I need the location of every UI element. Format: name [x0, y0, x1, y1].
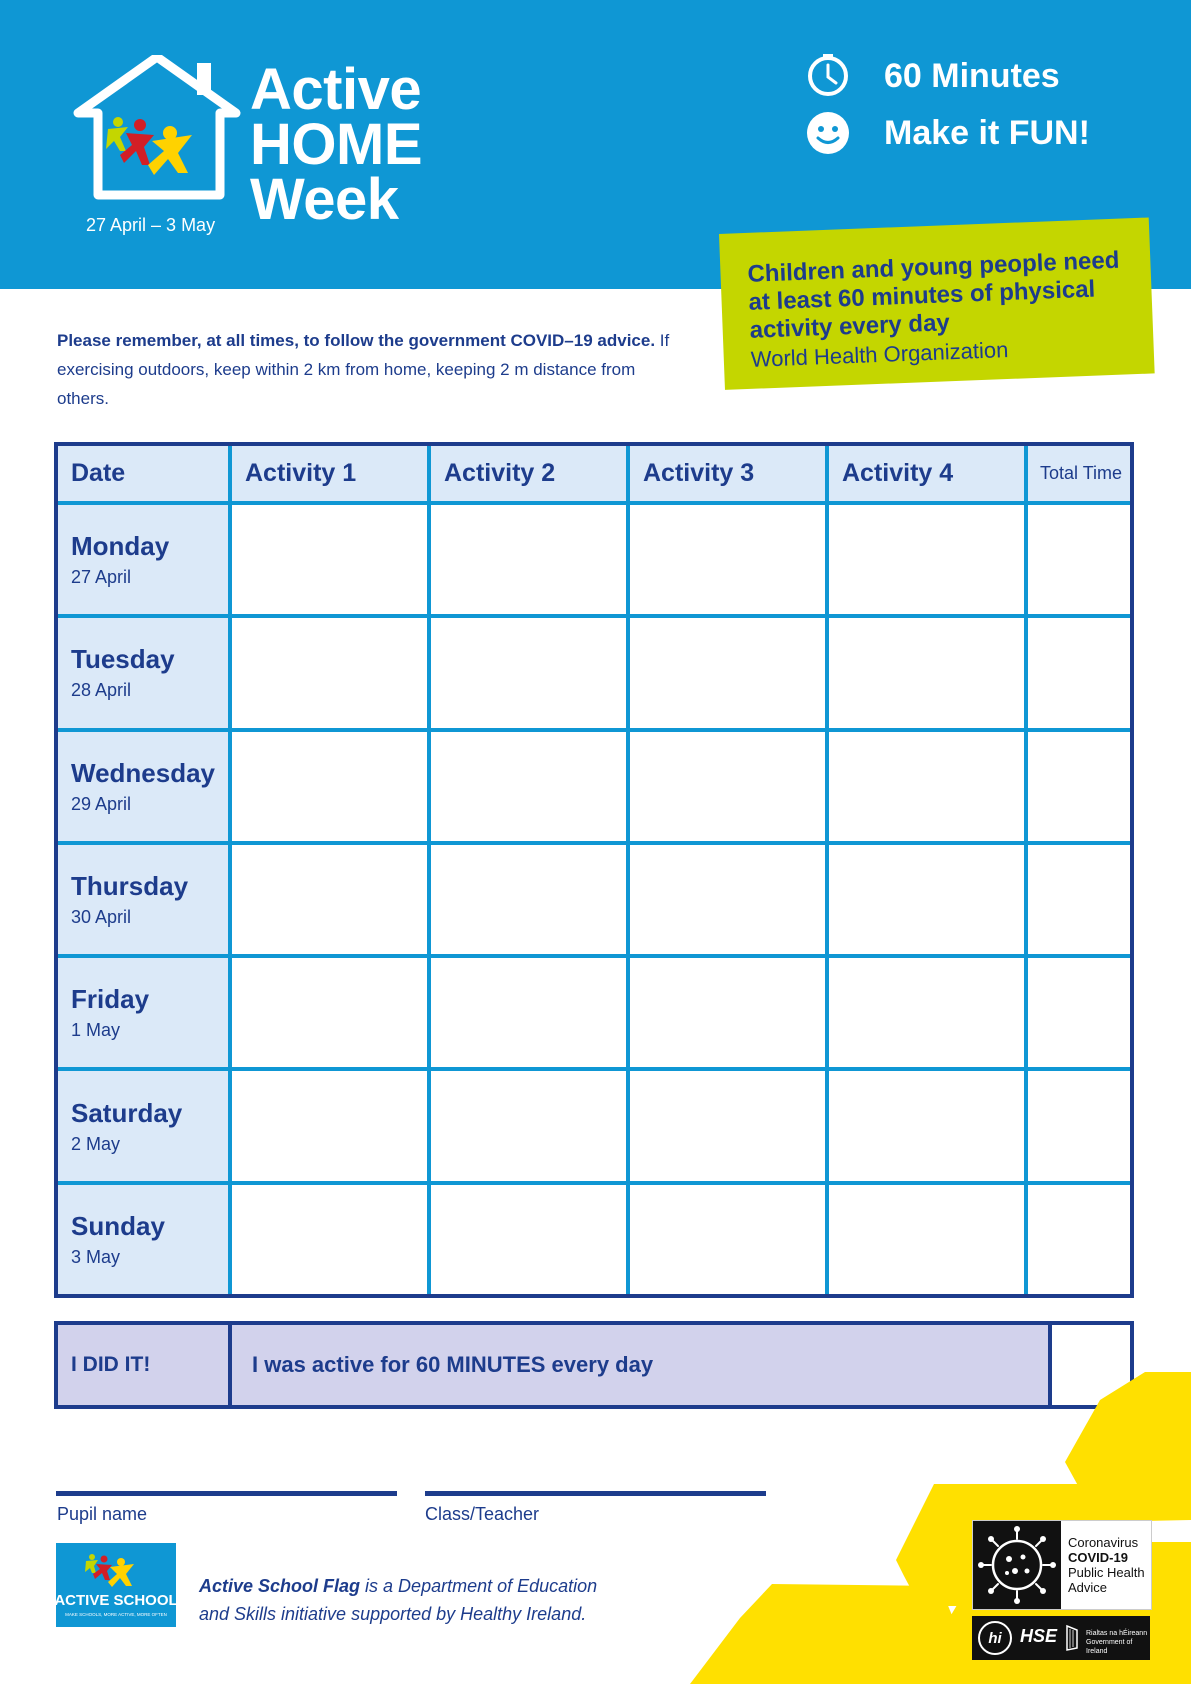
title-line: HOME	[250, 112, 422, 177]
header-activity-2: Activity 2	[431, 446, 626, 501]
pupil-name-label: Pupil name	[57, 1504, 148, 1524]
gov-line: Government of Ireland	[1086, 1639, 1133, 1655]
activity-table	[54, 442, 1134, 1298]
activity-cell[interactable]	[431, 505, 626, 614]
activity-cell[interactable]	[232, 732, 427, 841]
feature-60-minutes	[806, 54, 1060, 98]
covid-advice	[57, 326, 677, 413]
covid-badge-text	[1068, 1535, 1145, 1595]
asf-bold: Active School Flag	[199, 1576, 361, 1596]
day-name: Wednesday	[71, 757, 216, 788]
total-time-cell[interactable]	[1028, 845, 1130, 954]
activity-cell[interactable]	[630, 1071, 825, 1180]
did-it-statement: I was active for 60 MINUTES every day	[232, 1325, 1048, 1405]
activity-cell[interactable]	[829, 845, 1024, 954]
smiley-icon	[806, 111, 850, 155]
total-time-cell[interactable]	[1028, 618, 1130, 727]
activity-cell[interactable]	[829, 958, 1024, 1067]
day-date: 29 April	[71, 793, 132, 814]
activity-cell[interactable]	[829, 505, 1024, 614]
hse-logo: HSE	[1020, 1626, 1058, 1646]
total-time-cell[interactable]	[1028, 958, 1130, 1067]
activity-cell[interactable]	[829, 732, 1024, 841]
activity-cell[interactable]	[630, 732, 825, 841]
harp-icon	[1064, 1624, 1080, 1652]
day-name: Friday	[71, 984, 150, 1015]
day-date: 2 May	[71, 1133, 121, 1154]
activity-cell[interactable]	[630, 958, 825, 1067]
activity-cell[interactable]	[630, 618, 825, 727]
active-school-figures-icon	[56, 1543, 176, 1627]
header-total-time: Total Time	[1028, 446, 1130, 501]
day-cell-wednesday	[58, 732, 228, 841]
day-name: Tuesday	[71, 644, 175, 675]
covid-advice-badge	[972, 1520, 1152, 1610]
asf-description	[199, 1572, 619, 1628]
class-teacher-line[interactable]	[425, 1491, 766, 1496]
government-of-ireland-text	[1086, 1629, 1150, 1656]
covid-line: Public Health	[1068, 1565, 1145, 1580]
clock-icon	[806, 54, 850, 98]
total-time-cell[interactable]	[1028, 732, 1130, 841]
day-name: Monday	[71, 531, 170, 562]
activity-cell[interactable]	[232, 958, 427, 1067]
day-date: 27 April	[71, 567, 132, 588]
active-school-logo	[56, 1543, 176, 1627]
header-activity-3: Activity 3	[630, 446, 825, 501]
day-date: 28 April	[71, 680, 132, 701]
who-callout	[719, 217, 1155, 389]
covid-line: Advice	[1068, 1580, 1108, 1595]
page-title	[250, 57, 422, 232]
day-cell-sunday	[58, 1185, 228, 1294]
activity-cell[interactable]	[431, 732, 626, 841]
activity-cell[interactable]	[232, 1071, 427, 1180]
covid-line: Coronavirus	[1068, 1535, 1139, 1550]
header-date: Date	[58, 446, 228, 501]
header-activity-1: Activity 1	[232, 446, 427, 501]
total-time-cell[interactable]	[1028, 1071, 1130, 1180]
day-cell-thursday	[58, 845, 228, 954]
header-activity-4: Activity 4	[829, 446, 1024, 501]
activity-cell[interactable]	[829, 1185, 1024, 1294]
class-teacher-label: Class/Teacher	[425, 1504, 540, 1524]
gov-line: Rialtas na hÉireann	[1086, 1630, 1148, 1637]
day-date: 3 May	[71, 1246, 121, 1267]
day-cell-friday	[58, 958, 228, 1067]
activity-cell[interactable]	[431, 1185, 626, 1294]
day-cell-monday	[58, 505, 228, 614]
advice-bold: Please remember, at all times, to follow the government COVID–19 advice.	[57, 331, 656, 350]
asf-logo-tagline: MAKE SCHOOLS, MORE ACTIVE, MORE OFTEN	[65, 1612, 167, 1617]
day-name: Sunday	[71, 1210, 165, 1241]
did-it-label: I DID IT!	[58, 1325, 228, 1405]
healthy-ireland-logo: hi	[978, 1621, 1012, 1655]
feature-make-it-fun	[806, 111, 1090, 155]
pupil-name-line[interactable]	[56, 1491, 397, 1496]
activity-cell[interactable]	[431, 1071, 626, 1180]
asf-rest: is a Department of Education and Skills initiative supported by Healthy Ireland.	[199, 1576, 598, 1624]
who-source: World Health Organization	[750, 336, 1009, 372]
who-recommendation: Children and young people need at least 60 minutes of physical activity every day	[747, 246, 1120, 344]
day-name: Thursday	[71, 870, 189, 901]
activity-cell[interactable]	[829, 618, 1024, 727]
activity-cell[interactable]	[232, 1185, 427, 1294]
day-cell-tuesday	[58, 618, 228, 727]
advice-text: If exercising outdoors, keep within 2 km from home, keeping 2 m distance from others.	[57, 331, 670, 408]
feature-label: Make it FUN!	[884, 113, 1090, 152]
asf-logo-title: ACTIVE SCHOOL	[56, 1592, 176, 1609]
activity-cell[interactable]	[630, 1185, 825, 1294]
activity-cell[interactable]	[232, 505, 427, 614]
day-name: Saturday	[71, 1097, 183, 1128]
house-logo-icon	[70, 55, 245, 215]
day-cell-saturday	[58, 1071, 228, 1180]
virus-icon	[973, 1521, 1061, 1609]
title-line: Active	[250, 57, 422, 122]
activity-cell[interactable]	[431, 958, 626, 1067]
activity-cell[interactable]	[431, 845, 626, 954]
title-line: Week	[250, 167, 399, 232]
activity-cell[interactable]	[630, 845, 825, 954]
activity-cell[interactable]	[431, 618, 626, 727]
covid-line: COVID-19	[1068, 1550, 1128, 1565]
activity-cell[interactable]	[232, 618, 427, 727]
event-dates: 27 April – 3 May	[86, 215, 216, 235]
day-date: 30 April	[71, 906, 132, 927]
activity-cell[interactable]	[630, 505, 825, 614]
total-time-cell[interactable]	[1028, 505, 1130, 614]
total-time-cell[interactable]	[1028, 1185, 1130, 1294]
activity-cell[interactable]	[829, 1071, 1024, 1180]
activity-cell[interactable]	[232, 845, 427, 954]
feature-label: 60 Minutes	[884, 56, 1060, 95]
day-date: 1 May	[71, 1020, 121, 1041]
government-logos	[972, 1616, 1150, 1660]
